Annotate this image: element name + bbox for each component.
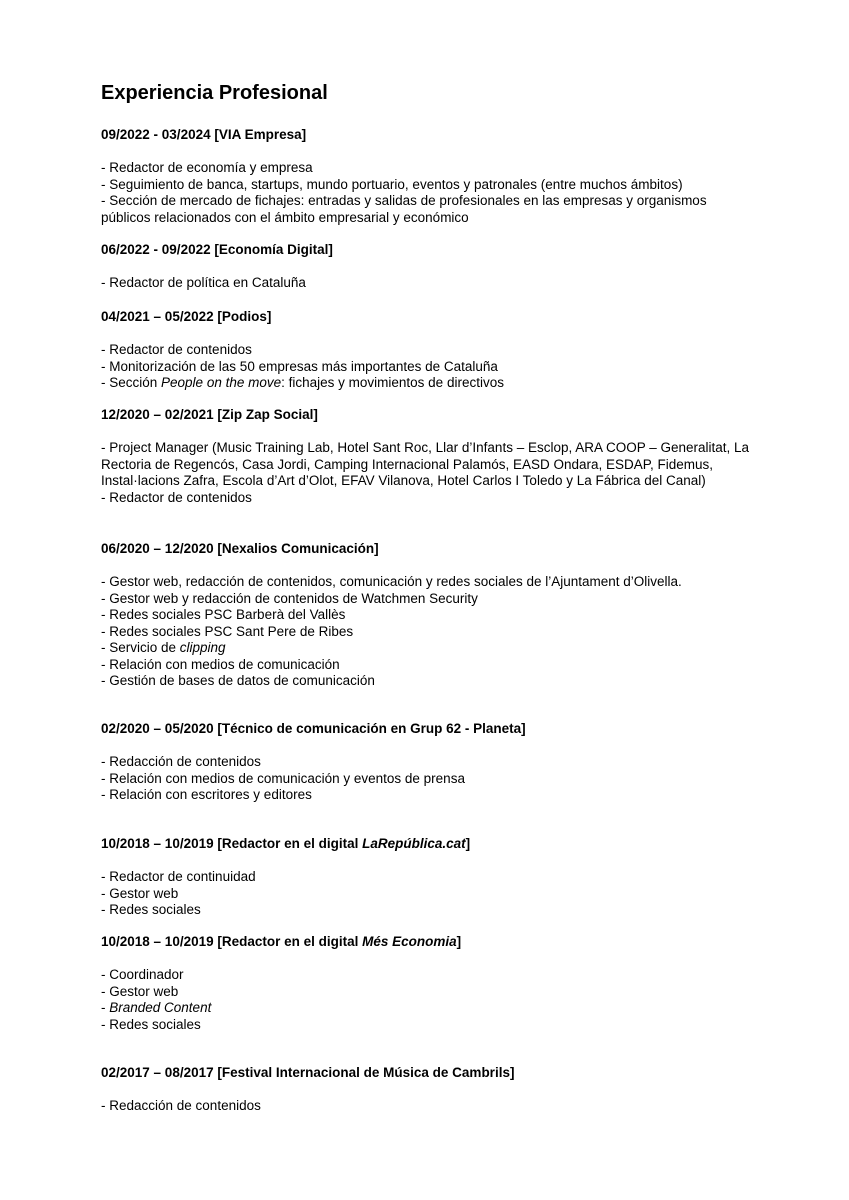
job-duties xyxy=(101,275,751,292)
job-duties xyxy=(101,342,751,392)
job-duties xyxy=(101,440,751,506)
job-economia-digital xyxy=(101,242,751,292)
duty-italic: People on the move xyxy=(161,375,282,390)
job-title: 06/2022 - 09/2022 [Economía Digital] xyxy=(101,242,333,257)
duty-item: - Seguimiento de banca, startups, mundo portuario, eventos y patronales (entre muchos ámbitos) xyxy=(101,176,683,192)
job-duties xyxy=(101,754,751,804)
job-podios xyxy=(101,309,751,392)
job-zip-zap-social xyxy=(101,407,751,506)
duty-item: - Redactor de política en Cataluña xyxy=(101,275,306,290)
job-title-suffix: ] xyxy=(456,934,462,949)
duty-item: - Redactor de contenidos xyxy=(101,489,252,505)
job-duties xyxy=(101,160,751,226)
duty-item: - Gestor web, redacción de contenidos, comunicación y redes sociales de l’Ajuntament d’Olivella. xyxy=(101,574,682,589)
job-title: 04/2021 – 05/2022 [Podios] xyxy=(101,309,272,324)
job-title: 09/2022 - 03/2024 [VIA Empresa] xyxy=(101,127,307,142)
duty-item-rich xyxy=(101,1000,751,1017)
duty-item: - Gestor web xyxy=(101,885,179,901)
job-nexalios xyxy=(101,541,751,690)
job-title: 02/2017 – 08/2017 [Festival Internacional de Música de Cambrils] xyxy=(101,1065,515,1080)
duty-item: - Redacción de contenidos xyxy=(101,754,261,769)
duty-item: - Project Manager (Music Training Lab, Hotel Sant Roc, Llar d’Infants – Esclop, ARA COOP – Generalitat, La Rectoria de Regencós, Casa Jordi, Camping Internacional Palamós, EASD Ondara, ESDAP, Fidemus, Instal·lacions Zafra, Escola d’Art d’Olot, EFAV Vilanova, Hotel Carlos I Toledo y La Fábrica del Canal) xyxy=(101,440,750,488)
duty-item: - Relación con medios de comunicación xyxy=(101,656,340,672)
job-duties xyxy=(101,967,751,1033)
job-grup-62 xyxy=(101,721,751,804)
job-title xyxy=(101,836,751,853)
duty-item-rich xyxy=(101,640,751,657)
job-title-italic: Més Economia xyxy=(362,934,457,949)
duty-item: - Gestión de bases de datos de comunicación xyxy=(101,673,375,688)
duty-item: - Redes sociales xyxy=(101,1016,201,1032)
job-title: 12/2020 – 02/2021 [Zip Zap Social] xyxy=(101,407,318,422)
job-duties xyxy=(101,1098,751,1115)
job-festival-cambrils xyxy=(101,1065,751,1115)
section-heading: Experiencia Profesional xyxy=(101,82,328,104)
duty-item: - Gestor web xyxy=(101,983,179,999)
duty-item: - Gestor web y redacción de contenidos de Watchmen Security xyxy=(101,590,478,606)
duty-item: - Relación con escritores y editores xyxy=(101,787,312,802)
duty-item: - Redactor de continuidad xyxy=(101,869,256,884)
duty-suffix: : fichajes y movimientos de directivos xyxy=(281,375,504,390)
job-duties xyxy=(101,574,751,690)
duty-italic: Branded Content xyxy=(109,1000,212,1015)
job-duties xyxy=(101,869,751,919)
cv-page xyxy=(101,80,751,1113)
job-title-italic: LaRepública.cat xyxy=(362,836,466,851)
job-via-empresa xyxy=(101,127,751,226)
duty-prefix: - xyxy=(101,1000,110,1015)
job-title: 02/2020 – 05/2020 [Técnico de comunicación en Grup 62 - Planeta] xyxy=(101,721,526,736)
job-mes-economia xyxy=(101,934,751,1033)
job-title-prefix: 10/2018 – 10/2019 [Redactor en el digital xyxy=(101,836,363,851)
duty-item: - Redactor de contenidos xyxy=(101,342,252,357)
duty-item: - Coordinador xyxy=(101,967,184,982)
job-title-suffix: ] xyxy=(465,836,471,851)
duty-item: - Redes sociales PSC Barberà del Vallès xyxy=(101,607,346,622)
duty-italic: clipping xyxy=(179,640,226,655)
duty-prefix: - Servicio de xyxy=(101,640,180,655)
duty-item: - Redes sociales xyxy=(101,902,201,917)
duty-item: - Relación con medios de comunicación y eventos de prensa xyxy=(101,770,465,786)
duty-item: - Redactor de economía y empresa xyxy=(101,160,313,175)
job-title: 06/2020 – 12/2020 [Nexalios Comunicación] xyxy=(101,541,379,556)
job-title-prefix: 10/2018 – 10/2019 [Redactor en el digital xyxy=(101,934,363,949)
duty-item: - Redacción de contenidos xyxy=(101,1098,261,1113)
job-larepublica xyxy=(101,836,751,919)
duty-item-rich xyxy=(101,375,751,392)
duty-prefix: - Sección xyxy=(101,375,162,390)
duty-item: - Sección de mercado de fichajes: entradas y salidas de profesionales en las empresas y organismos públicos relacionados con el ámbito empresarial y económico xyxy=(101,193,707,225)
job-title xyxy=(101,934,751,951)
duty-item: - Redes sociales PSC Sant Pere de Ribes xyxy=(101,623,354,639)
duty-item: - Monitorización de las 50 empresas más importantes de Cataluña xyxy=(101,358,498,374)
